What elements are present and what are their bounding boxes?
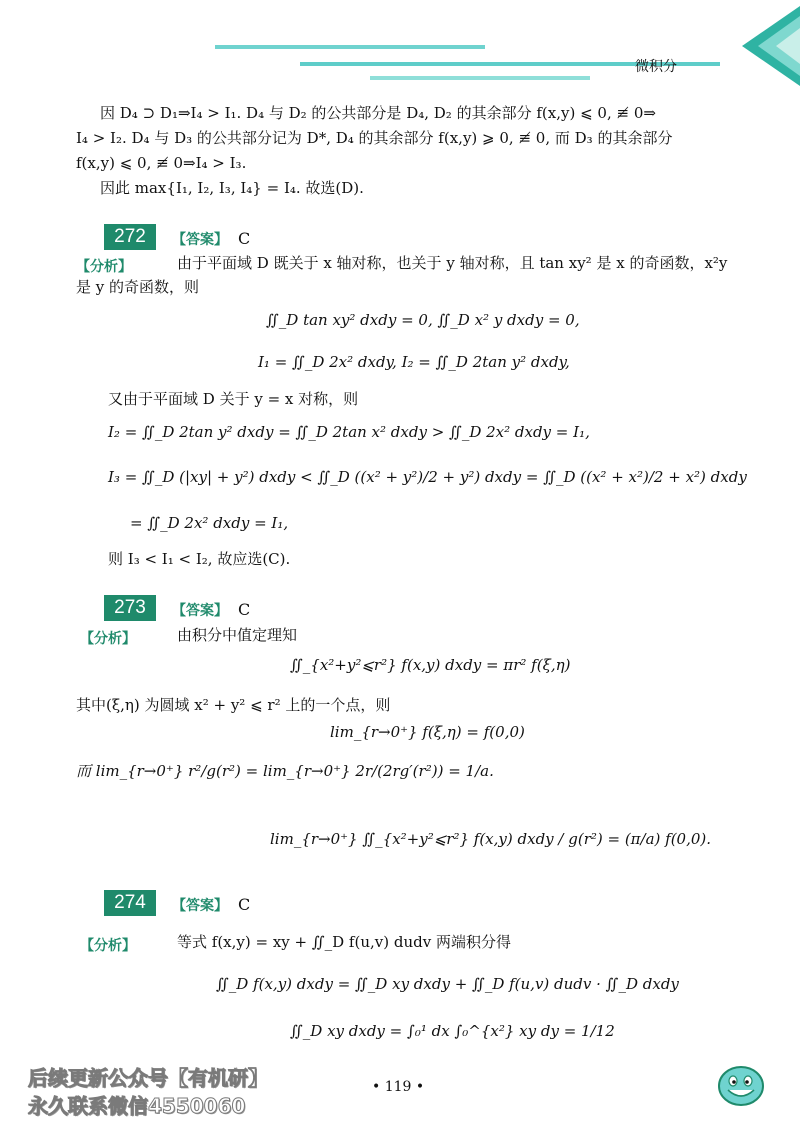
q273-eq-1: ∬_{x²+y²⩽r²} f(x,y) dxdy = πr² f(ξ,η) — [290, 656, 571, 674]
section-title: 微积分 — [635, 59, 677, 75]
problem-number-273: 273 — [104, 595, 156, 621]
q274-eq-2: ∬_D xy dxdy = ∫₀¹ dx ∫₀^{x²} xy dy = 1/12 — [290, 1022, 615, 1040]
problem-number-272: 272 — [104, 224, 156, 250]
answer-value: C — [238, 600, 251, 619]
answer-273 — [172, 600, 250, 620]
q272-eq-4: I₃ = ∬_D (|xy| + y²) dxdy < ∬_D ((x² + y²)/2 + y²) dxdy = ∬_D ((x² + x²)/2 + x²) dxdy — [108, 468, 747, 486]
intro-line-1: 因 D₄ ⊃ D₁⇒I₄ > I₁. D₄ 与 D₂ 的公共部分是 D₄, D₂ 的其余部分 f(x,y) ⩽ 0, ≢ 0⇒ — [100, 104, 656, 122]
analysis-label-274: 【分析】 — [80, 938, 136, 954]
header-bar-low — [370, 76, 590, 80]
answer-272 — [172, 229, 250, 249]
q272-eq-5: = ∬_D 2x² dxdy = I₁, — [130, 514, 289, 532]
page-number: • 119 • — [372, 1079, 425, 1095]
answer-label: 【答案】 — [172, 603, 228, 619]
q272-eq-1: ∬_D tan xy² dxdy = 0, ∬_D x² y dxdy = 0, — [266, 311, 580, 329]
q272-eq-3: I₂ = ∬_D 2tan y² dxdy = ∬_D 2tan x² dxdy > ∬_D 2x² dxdy = I₁, — [108, 423, 590, 441]
q272-line-1: 由于平面域 D 既关于 x 轴对称，也关于 y 轴对称，且 tan xy² 是 x 的奇函数，x²y — [177, 254, 728, 272]
q273-eq-3: 而 lim_{r→0⁺} r²/g(r²) = lim_{r→0⁺} 2r/(2rg′(r²)) = 1/a. — [76, 762, 494, 780]
q273-eq-4: lim_{r→0⁺} ∬_{x²+y²⩽r²} f(x,y) dxdy / g(r²) = (π/a) f(0,0). — [270, 830, 712, 848]
q272-eq-2: I₁ = ∬_D 2x² dxdy, I₂ = ∬_D 2tan y² dxdy, — [258, 353, 570, 371]
answer-value: C — [238, 229, 251, 248]
q273-line-2: 其中(ξ,η) 为圆域 x² + y² ⩽ r² 上的一个点，则 — [76, 696, 391, 714]
answer-274 — [172, 895, 250, 915]
answer-label: 【答案】 — [172, 232, 228, 248]
q274-line-1: 等式 f(x,y) = xy + ∬_D f(u,v) dudv 两端积分得 — [177, 933, 511, 951]
q274-eq-1: ∬_D f(x,y) dxdy = ∬_D xy dxdy + ∬_D f(u,v) dudv · ∬_D dxdy — [216, 975, 679, 993]
q273-line-1: 由积分中值定理知 — [177, 626, 298, 644]
intro-line-2: I₄ > I₂. D₄ 与 D₃ 的公共部分记为 D*, D₄ 的其余部分 f(x,y) ⩾ 0, ≢ 0, 而 D₃ 的其余部分 — [76, 129, 673, 147]
header-bar-top — [215, 45, 485, 49]
corner-arrow-icon — [730, 6, 800, 86]
watermark-line-2: 永久联系微信4550060 — [28, 1094, 246, 1118]
q272-line-4: 则 I₃ < I₁ < I₂, 故应选(C). — [108, 550, 291, 568]
q272-line-3: 又由于平面域 D 关于 y = x 对称，则 — [108, 390, 359, 408]
watermark-line-1: 后续更新公众号【有机研】 — [28, 1066, 268, 1090]
q272-line-2: 是 y 的奇函数，则 — [76, 278, 200, 296]
smiley-icon — [716, 1064, 766, 1108]
q273-eq-2: lim_{r→0⁺} f(ξ,η) = f(0,0) — [330, 723, 525, 741]
analysis-label-273: 【分析】 — [80, 631, 136, 647]
problem-number-274: 274 — [104, 890, 156, 916]
intro-line-3: f(x,y) ⩽ 0, ≢ 0⇒I₄ > I₃. — [76, 154, 247, 172]
answer-value: C — [238, 895, 251, 914]
analysis-label-272: 【分析】 — [76, 259, 132, 275]
answer-label: 【答案】 — [172, 898, 228, 914]
intro-line-4: 因此 max{I₁, I₂, I₃, I₄} = I₄. 故选(D). — [100, 179, 364, 197]
